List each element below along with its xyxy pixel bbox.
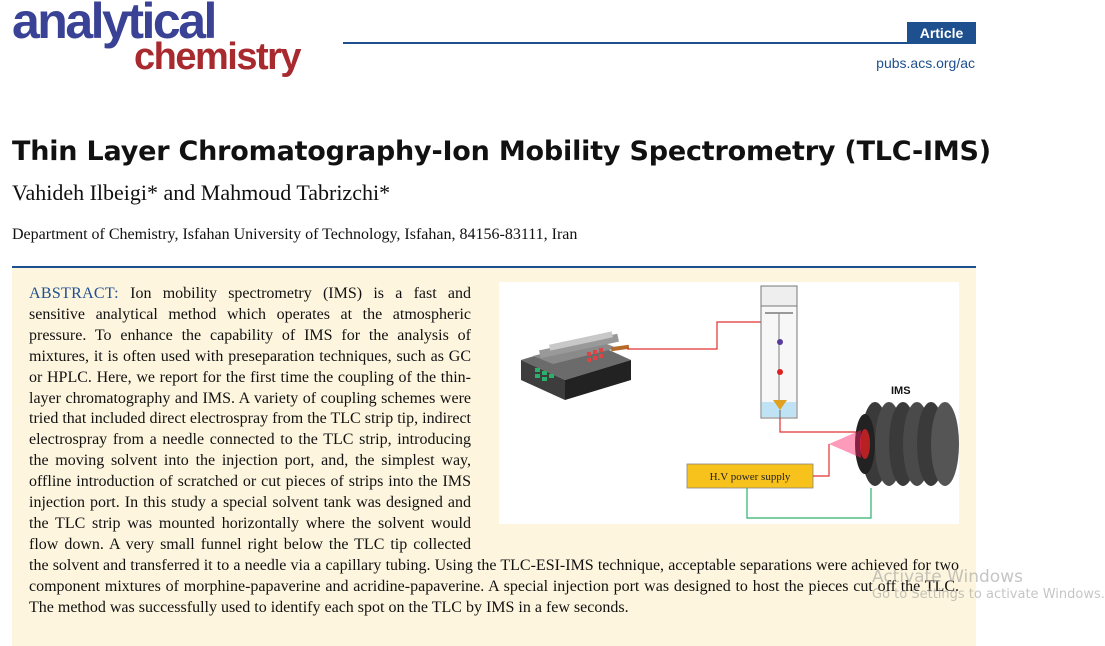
abstract-label: ABSTRACT: bbox=[29, 285, 119, 302]
header-rule bbox=[343, 42, 976, 44]
article-authors: Vahideh Ilbeigi* and Mahmoud Tabrizchi* bbox=[12, 180, 391, 205]
article-type-badge: Article bbox=[907, 22, 976, 44]
syringe-pump bbox=[521, 331, 631, 400]
article-title: Thin Layer Chromatography-Ion Mobility Spectrometry (TLC-IMS) bbox=[12, 136, 991, 167]
journal-logo bbox=[12, 0, 301, 78]
journal-url-link[interactable]: pubs.acs.org/ac bbox=[876, 55, 975, 71]
abstract-body: Ion mobility spectrometry (IMS) is a fast and sensitive analytical method which operates at the atmospheric pressure. To enhance the capability of IMS for the analysis of mixtures, it is often used with preseparation techniques, such as GC or HPLC. Here, we report for the first time the coupling of the thin-layer chromatography and IMS. A variety of coupling schemes were tried that included direct electrospray from the TLC strip tip, indirect electrospray from a needle connected to the TLC strip, introducing the moving solvent into the injection port, and, the simplest way, offline introduction of scratched or cut pieces of strips into the IMS injection port. In this study a special solvent tank was designed and the TLC strip was mounted horizontally where the solvent would flow down. A very small funnel right below the TLC tip collected the solvent and transferred it to a needle via a capillary tubing. Using the TLC-ESI-IMS technique, acceptable separations were achieved for two component mixtures of morphine-papaverine and acridine-papaverine. A special injection port was designed to host the pieces cut off the TLC. The method was successfully used to identify each spot on the TLC by IMS in a few seconds. bbox=[29, 285, 959, 616]
watermark-line-1: Activate Windows bbox=[872, 567, 1023, 587]
tube-to-ims bbox=[780, 418, 859, 432]
hv-green-wire bbox=[747, 488, 871, 518]
article-affiliation: Department of Chemistry, Isfahan University of Technology, Isfahan, 84156-83111, Iran bbox=[12, 226, 578, 243]
ims-tube bbox=[829, 402, 959, 486]
ims-label: IMS bbox=[891, 385, 911, 397]
logo-line-chemistry: chemistry bbox=[134, 36, 301, 78]
power-supply-label: H.V power supply bbox=[709, 471, 791, 483]
toc-graphic-svg bbox=[499, 282, 959, 524]
toc-graphic bbox=[499, 282, 959, 524]
capillary-line bbox=[627, 322, 761, 349]
hv-red-wire bbox=[813, 444, 829, 476]
logo-line-analytical: analytical bbox=[12, 0, 215, 49]
solvent-tank bbox=[761, 286, 797, 418]
watermark-line-2: Go to Settings to activate Windows. bbox=[872, 587, 1105, 602]
